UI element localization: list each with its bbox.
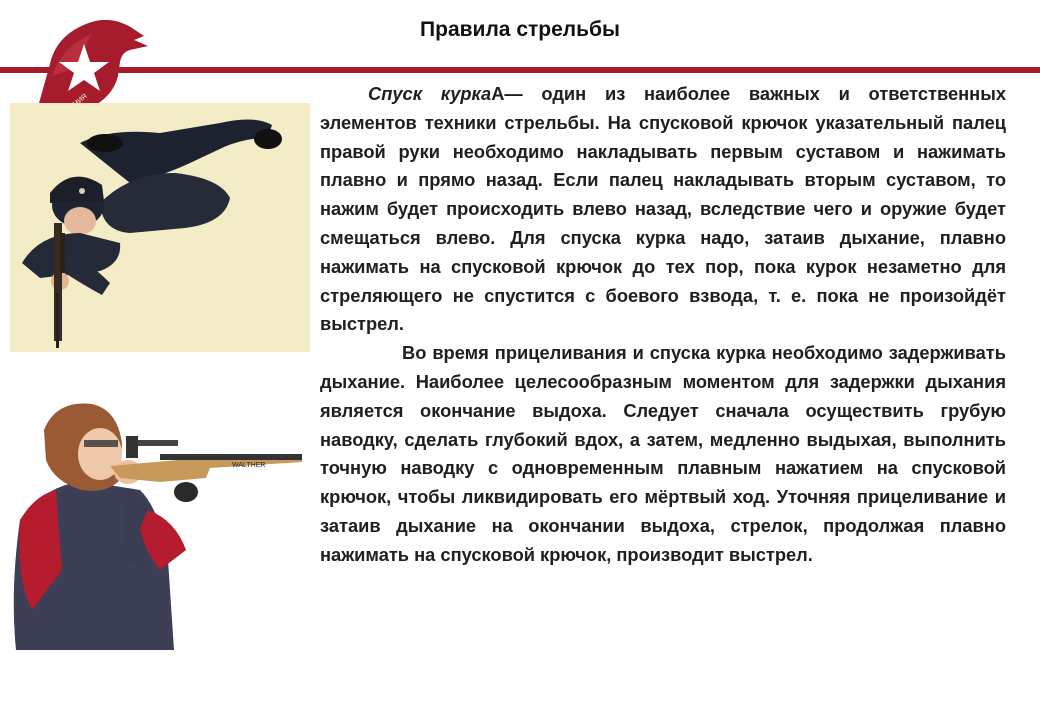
lead-dash: A— bbox=[491, 83, 542, 104]
page-title: Правила стрельбы bbox=[420, 18, 620, 41]
standing-shooter-photo bbox=[10, 370, 310, 650]
prone-shooter-photo bbox=[10, 103, 310, 352]
main-text bbox=[320, 80, 1006, 570]
paragraph-breathing: Во время прицеливания и спуска курка необходимо задерживать дыхание. Наиболее целесообразным моментом для задержки дыхания является окончание выдоха. Следует сначала осуществить грубую наводку, сделать глубокий вдох, а затем, медленно выдыхая, выполнить точную наводку с одновременным плавным нажатием на спусковой крючок, чтобы ликвидировать его мёртвый ход. Уточняя прицеливание и затаив дыхание на окончании выдоха, стрелок, продолжая плавно нажимать на спусковой крючок, производит выстрел. bbox=[320, 342, 1006, 565]
rifle-brand-label: WALTHER bbox=[232, 462, 266, 469]
paragraph-trigger bbox=[320, 80, 1006, 339]
paragraph1-text: один из наиболее важных и ответственных элементов техники стрельбы. На спусковой крючок указательный палец правой руки необходимо накладывать первым суставом и нажимать плавно и прямо назад. Если палец накладывать вторым суставом, то нажим будет происходить влево назад, вследствие чего и оружие будет смещаться влево. Для спуска курка надо, затаив дыхание, плавно нажимать на спусковой крючок до тех пор, пока курок незаметно для стреляющего не спустится с боевого взвода, т. е. пока не произойдёт выстрел. bbox=[320, 83, 1006, 335]
lead-term: Спуск курка bbox=[368, 83, 492, 104]
